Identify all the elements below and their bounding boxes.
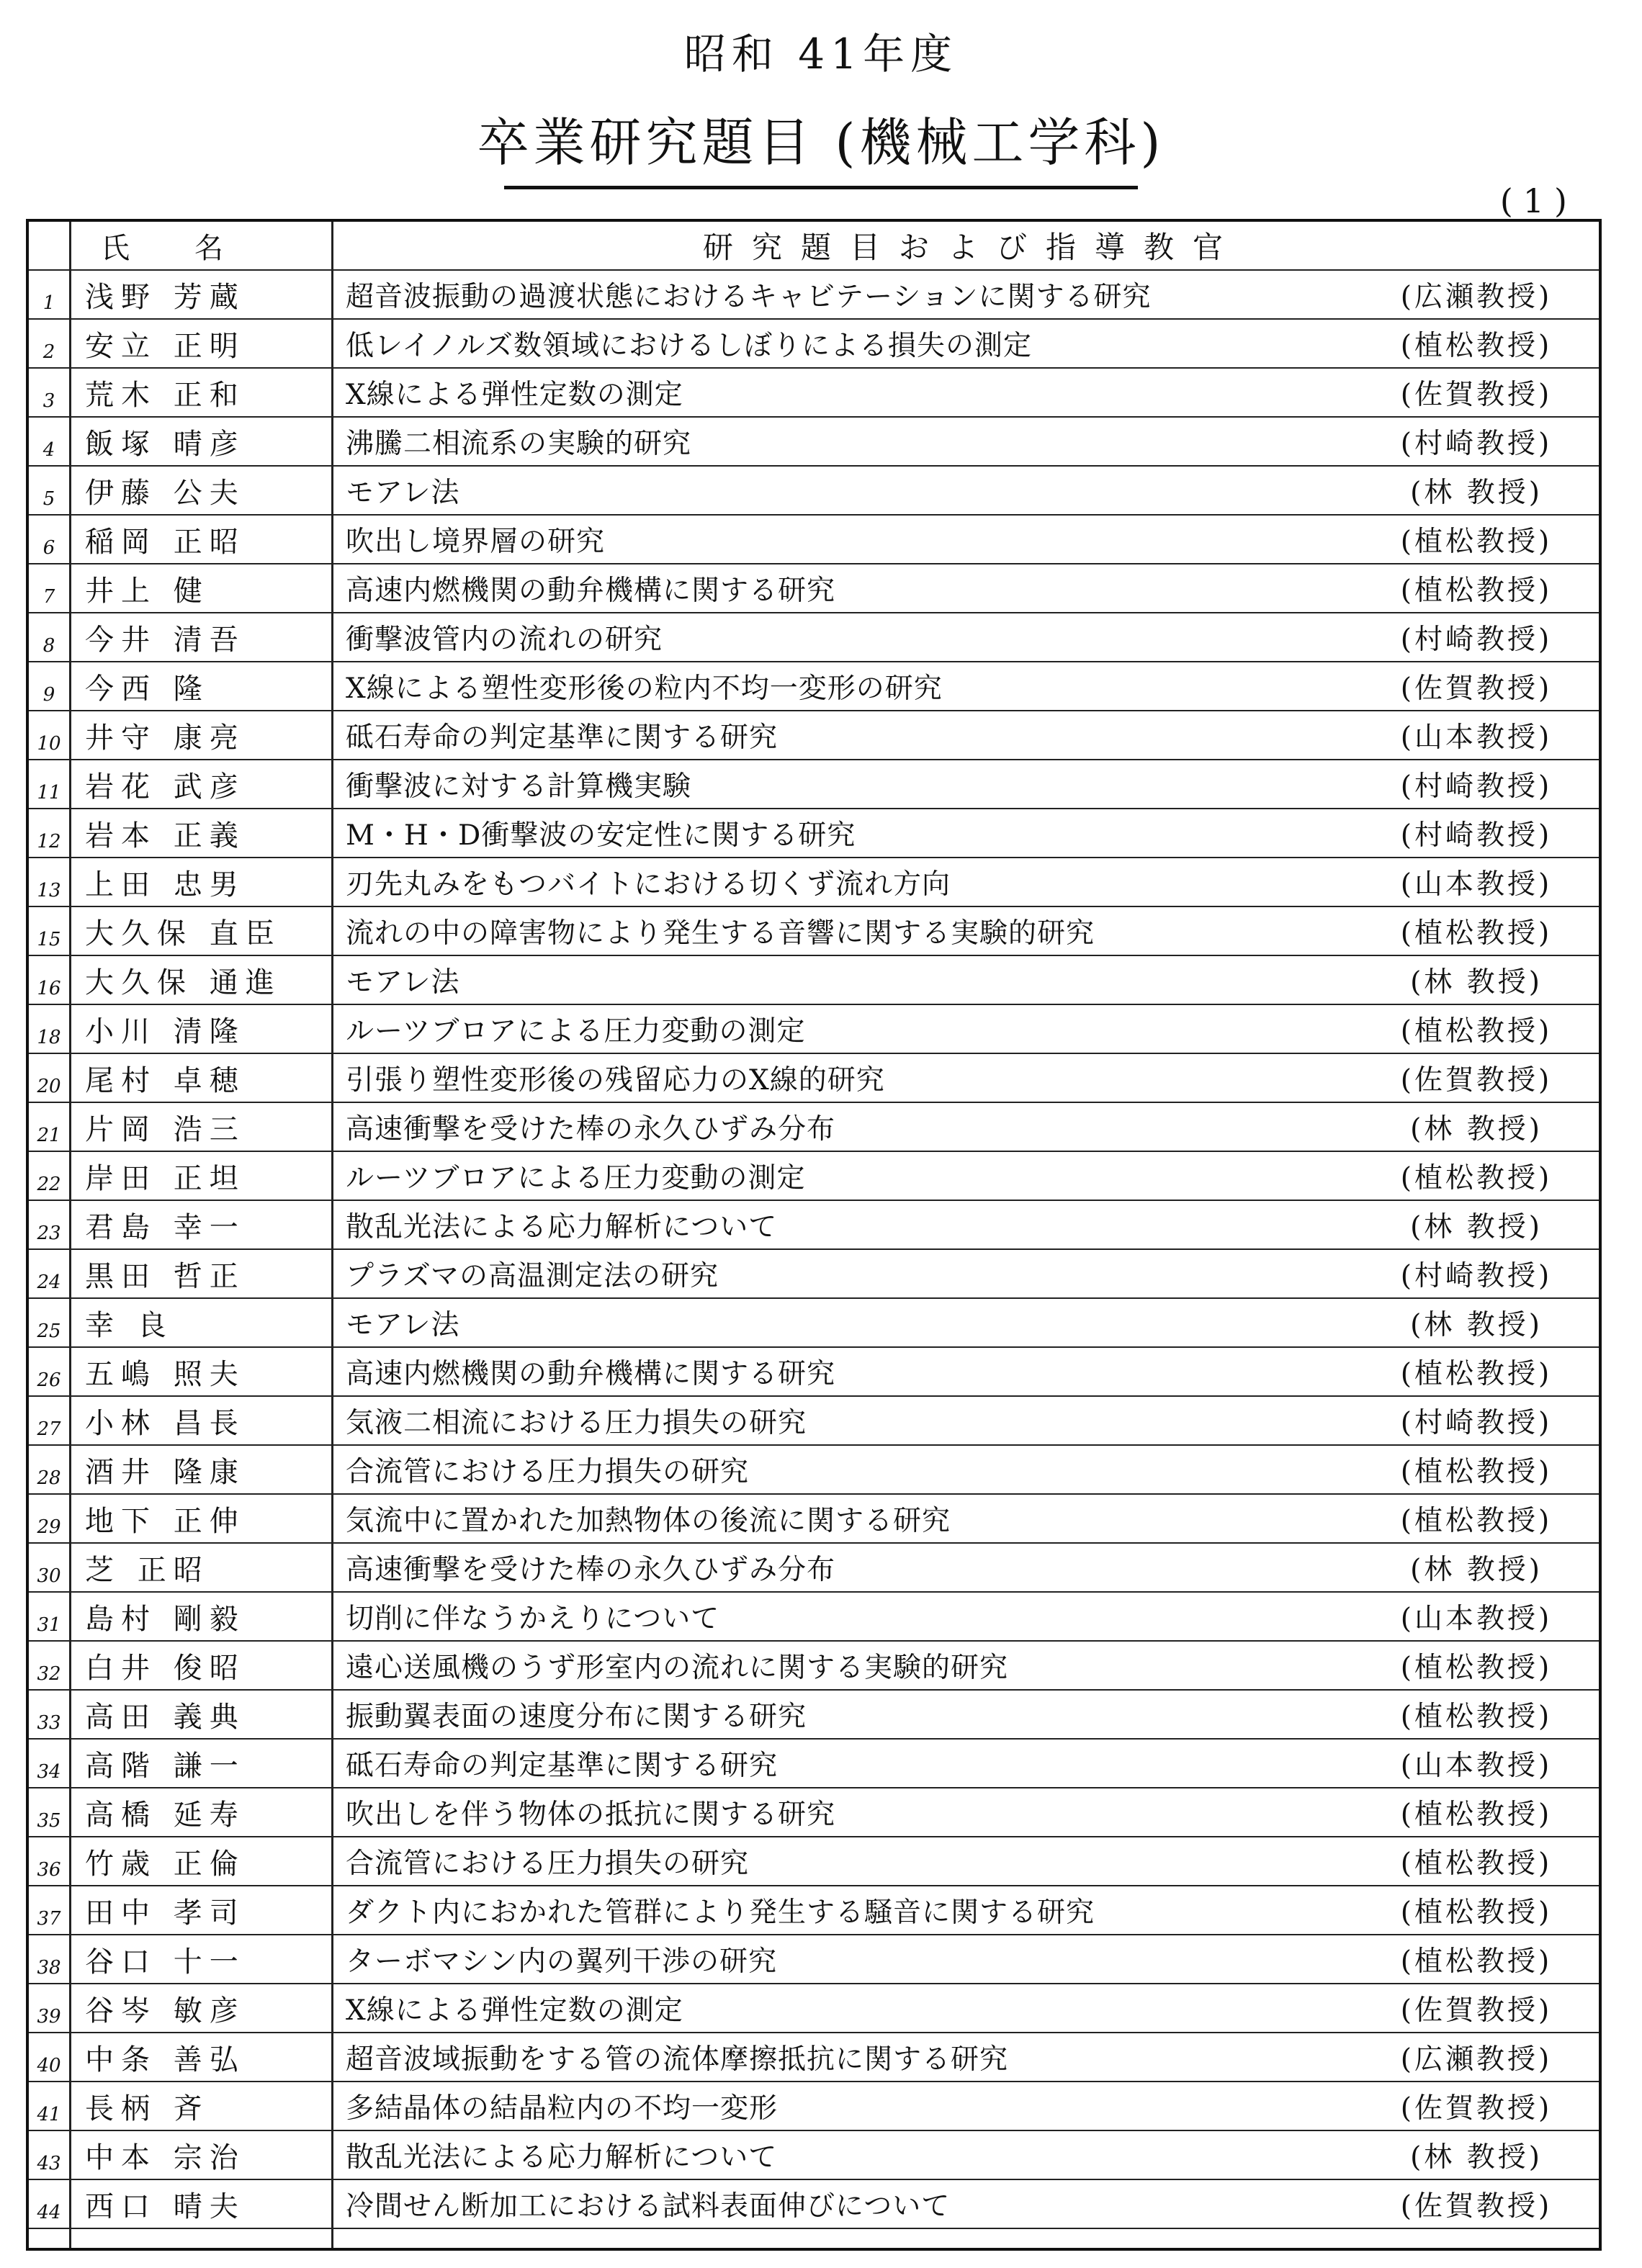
student-name: 荒木 正和 [85, 378, 246, 412]
student-name: 岩花 武彦 [85, 770, 246, 804]
header-name-column: 氏名 [101, 231, 288, 265]
research-topic: 吹出し境界層の研究 [346, 526, 606, 558]
student-name: 片岡 浩三 [85, 1112, 246, 1146]
table-row [29, 858, 1599, 907]
advisor: (佐賀教授) [1400, 379, 1553, 411]
table-row [29, 369, 1599, 418]
research-topic: 冷間せん断加工における試料表面伸びについて [346, 2190, 951, 2223]
advisor: (植松教授) [1400, 575, 1553, 607]
advisor: (村崎教授) [1400, 624, 1553, 656]
advisor: (植松教授) [1400, 1945, 1553, 1978]
advisor: (広瀬教授) [1400, 2043, 1553, 2076]
student-name: 上田 忠男 [85, 868, 246, 901]
student-name: 長柄 斉 [85, 2092, 210, 2125]
research-topic: 気液二相流における圧力損失の研究 [346, 1407, 807, 1439]
advisor: (植松教授) [1400, 1456, 1553, 1488]
student-name: 飯塚 晴彦 [85, 427, 246, 461]
table-row [29, 418, 1599, 467]
research-topic: X線による塑性変形後の粒内不均一変形の研究 [346, 672, 943, 705]
row-number: 7 [42, 586, 55, 608]
table-row [29, 1593, 1599, 1642]
table-row [29, 1740, 1599, 1788]
table-row [29, 662, 1599, 711]
research-topic: M・H・D衝撃波の安定性に関する研究 [346, 819, 856, 852]
student-name: 高階 謙一 [85, 1749, 246, 1783]
research-topic: 多結晶体の結晶粒内の不均一変形 [346, 2092, 779, 2125]
research-topic: X線による弾性定数の測定 [346, 379, 683, 411]
student-name: 大久保 直臣 [85, 917, 282, 950]
research-topic: 低レイノルズ数領域におけるしぼりによる損失の測定 [346, 330, 1032, 362]
row-number: 34 [37, 1761, 61, 1783]
student-name: 黒田 哲正 [85, 1259, 246, 1293]
research-topic: 衝撃波管内の流れの研究 [346, 624, 663, 656]
advisor: (村崎教授) [1400, 770, 1553, 803]
advisor: (植松教授) [1400, 1652, 1553, 1684]
student-name: 白井 俊昭 [85, 1651, 246, 1685]
student-name: 高橋 延寿 [85, 1798, 246, 1832]
table-row [29, 2033, 1599, 2082]
research-topic: ダクト内におかれた管群により発生する騒音に関する研究 [346, 1896, 1095, 1929]
document-main-title: 卒業研究題目 (機械工学科) [477, 112, 1165, 173]
table-row [29, 1935, 1599, 1984]
student-name: 尾村 卓穂 [85, 1063, 246, 1097]
row-number: 40 [37, 2055, 61, 2076]
row-number: 6 [42, 537, 55, 559]
research-topic: モアレ法 [346, 1309, 460, 1341]
student-name: 五嶋 照夫 [85, 1357, 246, 1391]
row-number: 31 [37, 1614, 61, 1636]
advisor: (植松教授) [1400, 1896, 1553, 1929]
table-row [29, 1544, 1599, 1593]
advisor: (植松教授) [1400, 1505, 1553, 1537]
row-number: 3 [42, 390, 55, 412]
advisor: (佐賀教授) [1400, 2092, 1553, 2125]
row-number: 39 [37, 2006, 61, 2028]
row-number: 20 [37, 1076, 61, 1097]
advisor: (村崎教授) [1400, 1260, 1553, 1292]
advisor: (林 教授) [1410, 966, 1543, 999]
table-row [29, 1446, 1599, 1495]
research-topic: 流れの中の障害物により発生する音響に関する実験的研究 [346, 917, 1095, 950]
row-number: 10 [37, 733, 61, 755]
row-number: 38 [37, 1957, 61, 1979]
advisor: (林 教授) [1410, 1113, 1543, 1146]
advisor: (佐賀教授) [1400, 1994, 1553, 2027]
row-number: 32 [37, 1663, 61, 1685]
table-row [29, 613, 1599, 662]
advisor: (広瀬教授) [1400, 281, 1553, 313]
advisor: (村崎教授) [1400, 428, 1553, 460]
research-topic: 散乱光法による応力解析について [346, 2141, 778, 2174]
table-row [29, 1691, 1599, 1740]
advisor: (植松教授) [1400, 1701, 1553, 1733]
research-topic: 引張り塑性変形後の残留応力のX線的研究 [346, 1064, 885, 1097]
row-number: 15 [37, 929, 61, 950]
advisor: (植松教授) [1400, 1799, 1553, 1831]
student-name: 西口 晴夫 [85, 2190, 246, 2223]
row-number: 41 [37, 2104, 61, 2125]
table-row [29, 1152, 1599, 1201]
student-name: 竹歳 正倫 [85, 1847, 246, 1881]
row-number: 35 [37, 1810, 61, 1832]
student-name: 谷口 十一 [85, 1945, 246, 1979]
row-number: 9 [42, 684, 55, 706]
row-number: 33 [37, 1712, 61, 1734]
row-number: 28 [37, 1467, 61, 1489]
title-underline [504, 186, 1138, 189]
table-row [29, 1495, 1599, 1544]
research-topic: 衝撃波に対する計算機実験 [346, 770, 692, 803]
student-name: 酒井 隆康 [85, 1455, 246, 1489]
advisor: (山本教授) [1400, 1603, 1553, 1635]
student-name: 幸 良 [85, 1308, 174, 1342]
advisor: (植松教授) [1400, 1358, 1553, 1390]
research-topic: ターボマシン内の翼列干渉の研究 [346, 1945, 778, 1978]
row-number: 11 [37, 782, 61, 804]
table-row [29, 1788, 1599, 1837]
advisor: (林 教授) [1410, 1211, 1543, 1243]
row-number: 16 [37, 978, 61, 999]
research-topic: 吹出しを伴う物体の抵抗に関する研究 [346, 1799, 836, 1831]
student-name: 高田 義典 [85, 1700, 246, 1734]
advisor: (植松教授) [1400, 1848, 1553, 1880]
table-row [29, 1005, 1599, 1054]
table-header-row [29, 222, 1599, 271]
advisor: (山本教授) [1400, 868, 1553, 901]
table-row [29, 467, 1599, 516]
student-name: 君島 幸一 [85, 1210, 246, 1244]
row-number: 21 [37, 1125, 61, 1146]
research-topic: 高速内燃機関の動弁機構に関する研究 [346, 1358, 836, 1390]
research-topic: 高速内燃機関の動弁機構に関する研究 [346, 575, 836, 607]
row-number: 1 [42, 292, 55, 314]
header-topic-column: 研究題目および指導教官 [702, 230, 1242, 265]
research-topic: 切削に伴なうかえりについて [346, 1603, 720, 1635]
row-number: 27 [37, 1418, 61, 1440]
student-name: 大久保 通進 [85, 966, 282, 999]
row-number: 30 [37, 1565, 61, 1587]
research-topic: X線による弾性定数の測定 [346, 1994, 683, 2027]
table-row [29, 956, 1599, 1005]
research-topic: ルーツブロアによる圧力変動の測定 [346, 1162, 806, 1194]
student-name: 小林 昌長 [85, 1406, 246, 1440]
row-number: 37 [37, 1908, 61, 1930]
advisor: (山本教授) [1400, 721, 1553, 754]
table-row [29, 711, 1599, 760]
table-row [29, 809, 1599, 858]
table-row [29, 1054, 1599, 1103]
research-topic: 超音波振動の過渡状態におけるキャビテーションに関する研究 [346, 281, 1152, 313]
row-number: 43 [37, 2153, 61, 2174]
advisor: (林 教授) [1410, 477, 1543, 509]
advisor: (植松教授) [1400, 526, 1553, 558]
row-number: 44 [37, 2202, 61, 2223]
table-row [29, 1397, 1599, 1446]
research-topic: ルーツブロアによる圧力変動の測定 [346, 1015, 806, 1048]
table-row [29, 1642, 1599, 1691]
row-number: 13 [37, 880, 61, 901]
row-number: 2 [42, 341, 55, 363]
row-number: 23 [37, 1223, 61, 1244]
table-row [29, 320, 1599, 369]
student-name: 谷岑 敏彦 [85, 1994, 246, 2028]
table-row [29, 2082, 1599, 2131]
row-number: 18 [37, 1027, 61, 1048]
student-name: 芝 正昭 [85, 1553, 210, 1587]
research-topic: 高速衝撃を受けた棒の永久ひずみ分布 [346, 1554, 836, 1586]
student-name: 岸田 正坦 [85, 1161, 246, 1195]
row-number: 8 [42, 635, 55, 657]
advisor: (植松教授) [1400, 1015, 1553, 1048]
row-number: 29 [37, 1516, 61, 1538]
research-topic: モアレ法 [346, 477, 460, 509]
research-topic: 超音波域振動をする管の流体摩擦抵抗に関する研究 [346, 2043, 1009, 2076]
table-row [29, 564, 1599, 613]
research-topic: 沸騰二相流系の実験的研究 [346, 428, 692, 460]
table-row [29, 1250, 1599, 1299]
advisor: (佐賀教授) [1400, 2190, 1553, 2223]
research-topic: プラズマの高温測定法の研究 [346, 1260, 719, 1292]
table-row [29, 1103, 1599, 1152]
student-name: 井守 康亮 [85, 721, 246, 755]
student-name: 今井 清吾 [85, 623, 246, 657]
research-topic: 合流管における圧力損失の研究 [346, 1848, 750, 1880]
research-topic: 砥石寿命の判定基準に関する研究 [346, 1750, 779, 1782]
advisor: (村崎教授) [1400, 1407, 1553, 1439]
research-topic: モアレ法 [346, 966, 460, 999]
row-number: 22 [37, 1174, 61, 1195]
research-topic: 気流中に置かれた加熱物体の後流に関する研究 [346, 1505, 951, 1537]
student-name: 中条 善弘 [85, 2043, 246, 2076]
student-name: 島村 剛毅 [85, 1602, 246, 1636]
row-number: 25 [37, 1320, 61, 1342]
table-row [29, 760, 1599, 809]
advisor: (植松教授) [1400, 330, 1553, 362]
table-row [29, 2180, 1599, 2229]
student-name: 岩本 正義 [85, 819, 246, 852]
student-name: 稲岡 正昭 [85, 525, 246, 559]
research-topic: 刃先丸みをもつバイトにおける切くず流れ方向 [346, 868, 951, 901]
row-number: 36 [37, 1859, 61, 1881]
advisor: (植松教授) [1400, 1162, 1553, 1194]
table-row [29, 1299, 1599, 1348]
advisor: (林 教授) [1410, 1309, 1543, 1341]
table-row [29, 271, 1599, 320]
row-number: 12 [37, 831, 61, 852]
table-row [29, 1837, 1599, 1886]
research-topic: 振動翼表面の速度分布に関する研究 [346, 1701, 807, 1733]
student-name: 今西 隆 [85, 672, 210, 706]
row-number: 5 [42, 488, 55, 510]
advisor: (佐賀教授) [1400, 672, 1553, 705]
research-topic: 砥石寿命の判定基準に関する研究 [346, 721, 779, 754]
student-name: 中本 宗治 [85, 2141, 246, 2174]
page-number: (1) [1499, 181, 1577, 220]
table-row [29, 907, 1599, 956]
research-topic: 合流管における圧力損失の研究 [346, 1456, 750, 1488]
student-name: 安立 正明 [85, 329, 246, 363]
advisor: (林 教授) [1410, 1554, 1543, 1586]
table-row [29, 1201, 1599, 1250]
row-number: 4 [42, 439, 55, 461]
table-row [29, 1348, 1599, 1397]
document-year-title: 昭和 41年度 [683, 30, 959, 78]
advisor: (村崎教授) [1400, 819, 1553, 852]
student-name: 浅野 芳蔵 [85, 280, 246, 314]
row-number: 26 [37, 1369, 61, 1391]
student-name: 井上 健 [85, 574, 210, 608]
thesis-topics-table [26, 219, 1602, 2251]
research-topic: 散乱光法による応力解析について [346, 1211, 778, 1243]
table-row [29, 1886, 1599, 1935]
research-topic: 遠心送風機のうず形室内の流れに関する実験的研究 [346, 1652, 1009, 1684]
table-row [29, 516, 1599, 564]
student-name: 伊藤 公夫 [85, 476, 246, 510]
student-name: 地下 正伸 [85, 1504, 246, 1538]
advisor: (林 教授) [1410, 2141, 1543, 2174]
student-name: 小川 清隆 [85, 1014, 246, 1048]
table-row [29, 1984, 1599, 2033]
student-name: 田中 孝司 [85, 1896, 246, 1930]
advisor: (植松教授) [1400, 917, 1553, 950]
row-number: 24 [37, 1272, 61, 1293]
advisor: (佐賀教授) [1400, 1064, 1553, 1097]
table-row [29, 2131, 1599, 2180]
advisor: (山本教授) [1400, 1750, 1553, 1782]
research-topic: 高速衝撃を受けた棒の永久ひずみ分布 [346, 1113, 836, 1146]
